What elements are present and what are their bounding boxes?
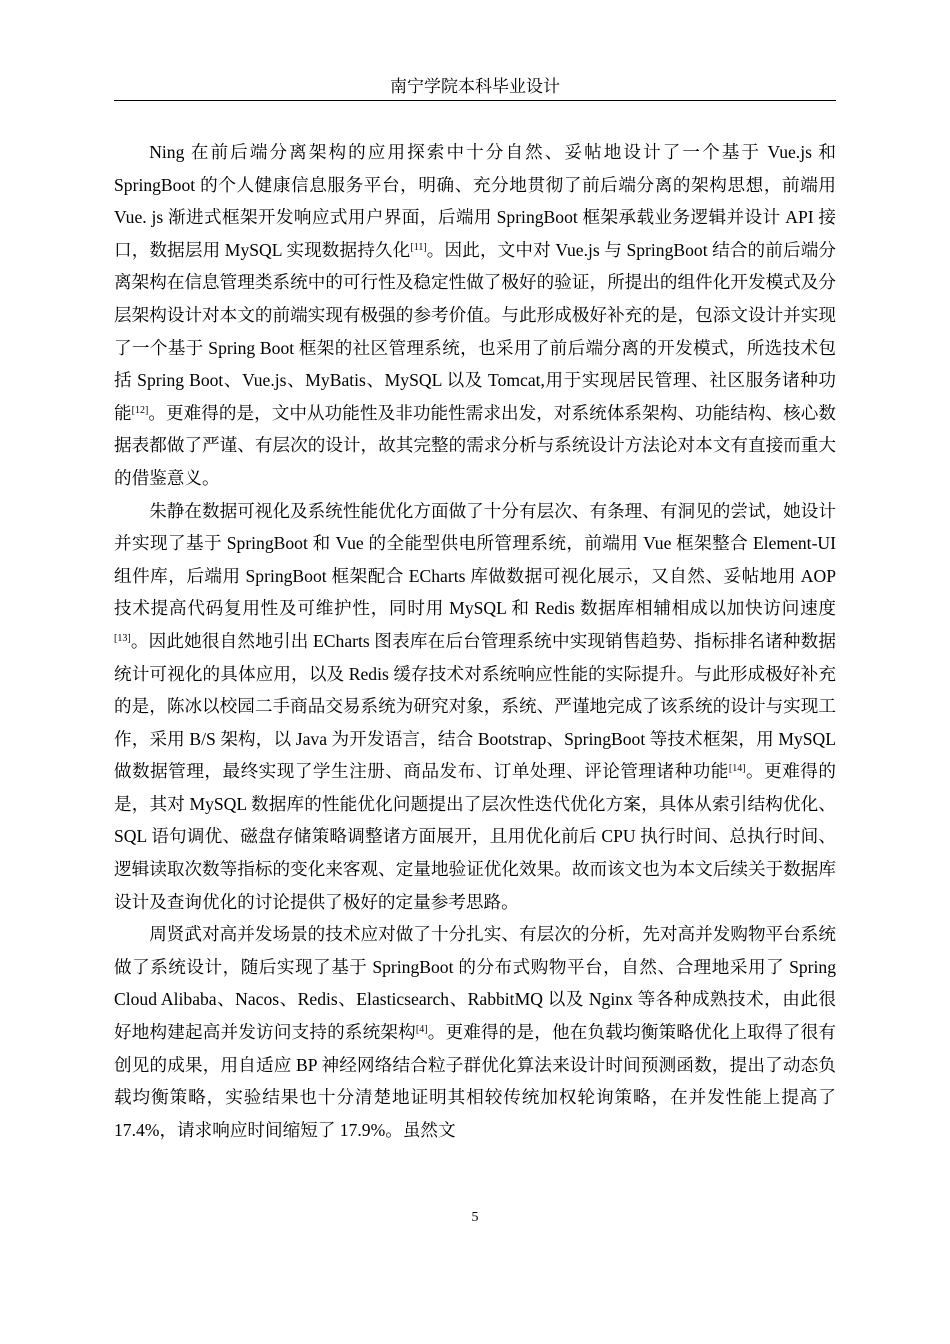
citation-ref: [4] bbox=[415, 1024, 428, 1036]
running-header: 南宁学院本科毕业设计 bbox=[390, 77, 560, 97]
text-run: 。更难得的是，文中从功能性及非功能性需求出发，对系统体系架构、功能结构、核心数据表都做了严谨、有层次的设计，故其完整的需求分析与系统设计方法论对本文有直接而重大的借鉴意义。 bbox=[114, 402, 836, 488]
paragraph bbox=[114, 495, 836, 919]
citation-ref: [12] bbox=[131, 404, 149, 416]
page-number: 5 bbox=[471, 1210, 479, 1225]
text-run: 。因此，文中对 Vue.js 与 SpringBoot 结合的前后端分离架构在信息管理类系统中的可行性及稳定性做了极好的验证，所提出的组件化开发模式及分层架构设计对本文的前端实现有极强的参考价值。与此形成极好补充的是，包添文设计并实现了一个基于 Spring Boot 框架的社区管理系统，也采用了前后端分离的开发模式，所选技术包括 Spring Boot、Vue.js、MyBatis、MySQL 以及 Tomcat,用于实现居民管理、社区服务诸种功能 bbox=[114, 239, 837, 423]
body-text bbox=[114, 136, 836, 1146]
citation-ref: [11] bbox=[410, 241, 427, 253]
paragraph bbox=[114, 136, 836, 495]
text-run: Ning 在前后端分离架构的应用探索中十分自然、妥帖地设计了一个基于 Vue.js 和 SpringBoot 的个人健康信息服务平台，明确、充分地贯彻了前后端分离的架构思想，前端用 Vue. js 渐进式框架开发响应式用户界面，后端用 SpringBoot 框架承载业务逻辑并设计 API 接口，数据层用 MySQL 实现数据持久化 bbox=[114, 142, 836, 260]
paragraph bbox=[114, 918, 836, 1146]
citation-ref: [13] bbox=[114, 632, 131, 644]
text-run: 周贤武对高并发场景的技术应对做了十分扎实、有层次的分析，先对高并发购物平台系统做了系统设计，随后实现了基于 SpringBoot 的分布式购物平台，自然、合理地采用了 Spring Cloud Alibaba、Nacos、Redis、Elasticsearch、RabbitMQ 以及 Nginx 等各种成熟技术，由此很好地构建起高并发访问支持的系统架构 bbox=[114, 924, 836, 1043]
text-run: 。因此她很自然地引出 ECharts 图表库在后台管理系统中实现销售趋势、指标排名诸种数据统计可视化的具体应用，以及 Redis 缓存技术对系统响应性能的实际提升。与此形成极好补充的是，陈冰以校园二手商品交易系统为研究对象，系统、严谨地完成了该系统的设计与实现工作，采用 B/S 架构，以 Java 为开发语言，结合 Bootstrap、SpringBoot 等技术框架，用 MySQL 做数据管理，最终实现了学生注册、商品发布、订单处理、评论管理诸种功能 bbox=[114, 630, 836, 782]
text-run: 。更难得的是，其对 MySQL 数据库的性能优化问题提出了层次性迭代优化方案，具体从索引结构优化、SQL 语句调优、磁盘存储策略调整诸方面展开，且用优化前后 CPU 执行时间、总执行时间、逻辑读取次数等指标的变化来客观、定量地验证优化效果。故而该文也为本文后续关于数据库设计及查询优化的讨论提供了极好的定量参考思路。 bbox=[114, 761, 836, 912]
text-run: 朱静在数据可视化及系统性能优化方面做了十分有层次、有条理、有洞见的尝试，她设计并实现了基于 SpringBoot 和 Vue 的全能型供电所管理系统，前端用 Vue 框架整合 Element-UI 组件库，后端用 SpringBoot 框架配合 ECharts 库做数据可视化展示，又自然、妥帖地用 AOP 技术提高代码复用性及可维护性，同时用 MySQL 和 Redis 数据库相辅相成以加快访问速度 bbox=[114, 500, 836, 619]
header-rule bbox=[114, 100, 836, 101]
citation-ref: [14] bbox=[728, 763, 746, 775]
text-run: 。更难得的是，他在负载均衡策略优化上取得了很有创见的成果，用自适应 BP 神经网络结合粒子群优化算法来设计时间预测函数，提出了动态负载均衡策略，实验结果也十分清楚地证明其相较传统加权轮询策略，在并发性能上提高了 17.4%，请求响应时间缩短了 17.9%。虽然文 bbox=[114, 1022, 836, 1140]
